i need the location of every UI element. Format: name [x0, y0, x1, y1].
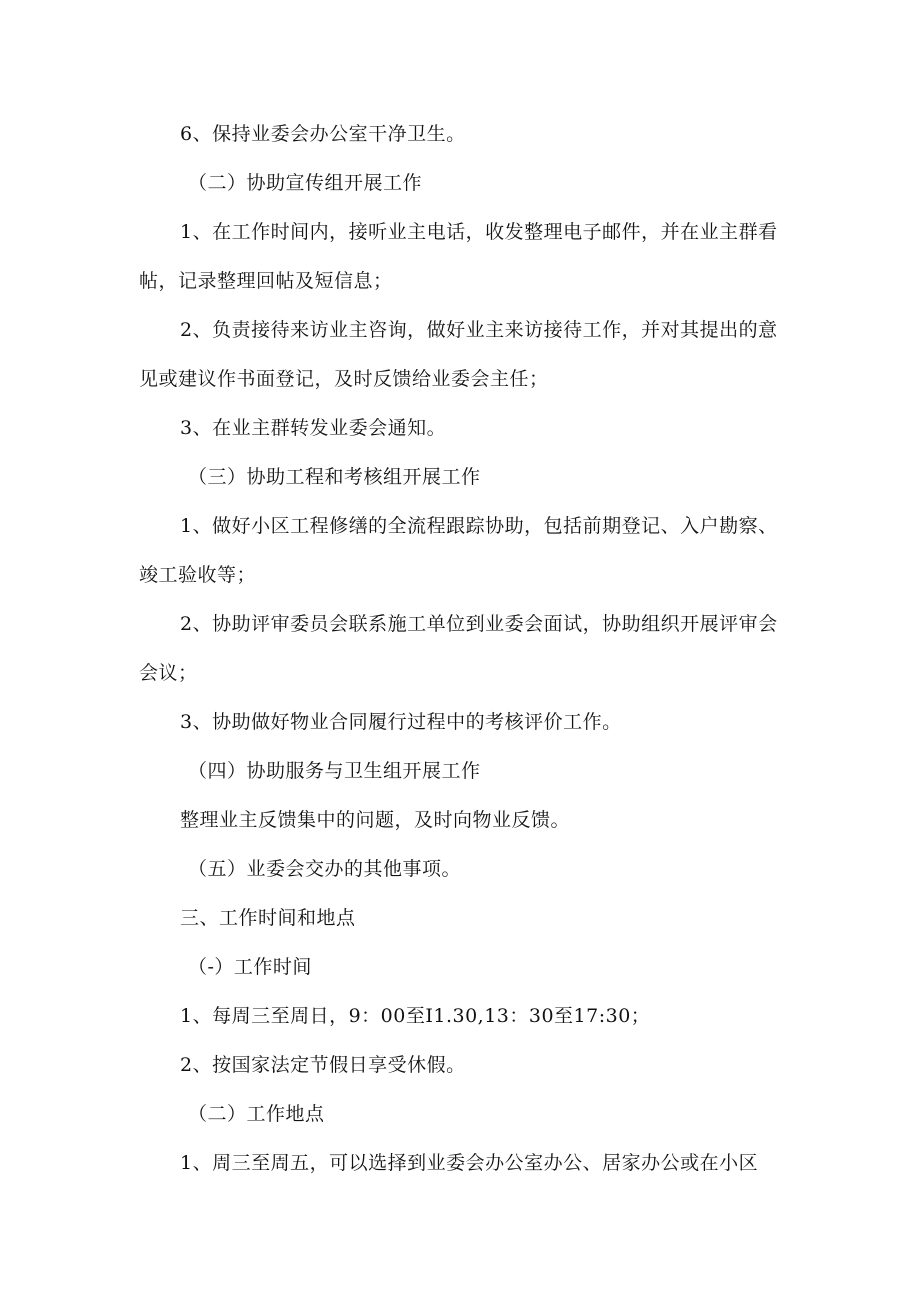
working-time-item-2: 2、按国家法定节假日享受休假。 [180, 1054, 466, 1076]
publicity-item-2-line-1: 2、负责接待来访业主咨询，做好业主来访接待工作，并对其提出的意 [180, 319, 778, 341]
publicity-item-2-line-2: 见或建议作书面登记，及时反馈给业委会主任； [139, 368, 549, 390]
engineering-item-2-line-1: 2、协助评审委员会联系施工单位到业委会面试，协助组织开展评审会 [180, 613, 778, 635]
section-3-engineering-heading: （三）协助工程和考核组开展工作 [188, 466, 481, 488]
engineering-item-1-line-1: 1、做好小区工程修缮的全流程跟踪协助，包括前期登记、入户勘察、 [180, 515, 778, 537]
section-4-service-heading: （四）协助服务与卫生组开展工作 [188, 760, 481, 782]
working-time-heading: （-）工作时间 [188, 956, 312, 978]
chapter-3-heading: 三、工作时间和地点 [180, 907, 356, 929]
engineering-item-3: 3、协助做好物业合同履行过程中的考核评价工作。 [180, 711, 622, 733]
publicity-item-1-line-2: 帖，记录整理回帖及短信息； [139, 270, 393, 292]
publicity-item-1-line-1: 1、在工作时间内，接听业主电话，收发整理电子邮件，并在业主群看 [180, 221, 778, 243]
engineering-item-1-line-2: 竣工验收等； [139, 564, 257, 586]
working-place-heading: （二）工作地点 [188, 1103, 325, 1125]
working-time-item-1: 1、每周三至周日，9：00至I1.30,13：30至17:30； [180, 1005, 651, 1027]
section-5-other-matters: （五）业委会交办的其他事项。 [188, 858, 462, 880]
working-place-item-1: 1、周三至周五，可以选择到业委会办公室办公、居家办公或在小区 [180, 1152, 759, 1174]
engineering-item-2-line-2: 会议； [139, 662, 198, 684]
item-6-keep-office-clean: 6、保持业委会办公室干净卫生。 [180, 123, 466, 145]
section-2-publicity-heading: （二）协助宣传组开展工作 [188, 172, 423, 194]
publicity-item-3: 3、在业主群转发业委会通知。 [180, 417, 447, 439]
service-item: 整理业主反馈集中的问题，及时向物业反馈。 [180, 809, 571, 831]
